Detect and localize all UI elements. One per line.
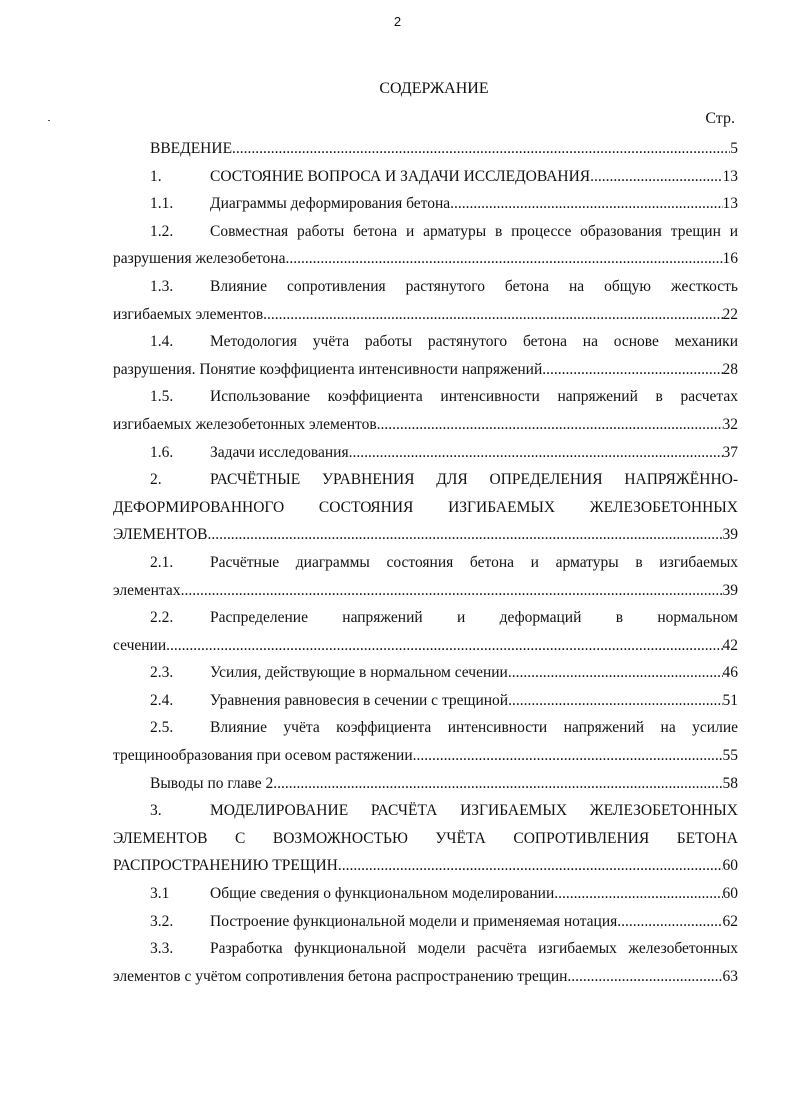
entry-title: разрушения железобетона: [113, 250, 286, 268]
toc-line: [113, 935, 738, 963]
entry-title: ДЕФОРМИРОВАННОГО СОСТОЯНИЯ ИЗГИБАЕМЫХ ЖЕЛЕЗОБЕТОННЫХ: [113, 498, 738, 516]
toc-line: [113, 604, 738, 632]
toc-line: [113, 852, 738, 880]
dot-leader: [554, 880, 722, 908]
toc-line: [113, 521, 738, 549]
entry-page: 13: [722, 167, 738, 185]
toc-line: [113, 577, 738, 605]
dot-leader: [542, 356, 722, 384]
entry-page: 5: [730, 140, 738, 157]
dot-leader: [166, 632, 722, 660]
entry-title: Построение функциональной модели и применяемая нотация: [210, 912, 618, 930]
dot-leader: [338, 852, 723, 880]
entry-title: ЭЛЕМЕНТОВ С ВОЗМОЖНОСТЬЮ УЧЁТА СОПРОТИВЛЕНИЯ БЕТОНА: [113, 829, 738, 847]
toc-line: [113, 439, 738, 467]
entry-number: 1.3.: [150, 277, 174, 295]
entry-page: 39: [722, 581, 738, 599]
entry-page: 42: [722, 636, 738, 654]
toc-line: [113, 963, 738, 991]
entry-title: Влияние сопротивления растянутого бетона на общую жесткость: [210, 277, 738, 295]
entry-title: Методология учёта работы растянутого бетона на основе механики: [210, 333, 738, 351]
entry-title: Использование коэффициента интенсивности напряжений в расчетах: [210, 388, 738, 406]
entry-title: Распределение напряжений и деформаций в нормальном: [210, 609, 738, 627]
dot-leader: [617, 908, 722, 936]
toc-entry: [113, 797, 738, 880]
dot-leader: [232, 135, 730, 163]
toc-line: [113, 383, 738, 411]
toc-line: [113, 770, 738, 798]
entry-title: элементов с учётом сопротивления бетона распространению трещин: [113, 967, 568, 985]
entry-title: Уравнения равновесия в сечении с трещиной: [210, 691, 509, 709]
toc-entry: [113, 190, 738, 218]
entry-title: Общие сведения о функциональном моделировании: [210, 885, 555, 903]
entry-page: 51: [722, 691, 738, 709]
toc-line: [113, 825, 738, 853]
page-column-label: Стр.: [705, 110, 735, 127]
toc-entry: [113, 218, 738, 273]
entry-number: 1.5.: [150, 388, 174, 406]
entry-title: ВВЕДЕНИЕ: [150, 140, 233, 157]
toc-line: [113, 135, 738, 163]
toc-line: [113, 411, 738, 439]
entry-number: 2.5.: [150, 719, 174, 737]
toc-entry: [113, 659, 738, 687]
toc-entry: [113, 880, 738, 908]
entry-page: 13: [722, 195, 738, 213]
table-of-contents: [113, 135, 738, 990]
entry-number: 3.2.: [150, 912, 174, 930]
entry-number: 3.3.: [150, 940, 174, 958]
entry-title: изгибаемых железобетонных элементов: [113, 415, 377, 433]
dot-leader: [508, 659, 723, 687]
toc-line: [113, 714, 738, 742]
entry-title: Расчётные диаграммы состояния бетона и арматуры в изгибаемых: [210, 553, 738, 571]
toc-entry: [113, 714, 738, 769]
scan-mark: [48, 120, 50, 121]
toc-entry: [113, 466, 738, 549]
entry-page: 60: [722, 885, 738, 903]
entry-number: 2.2.: [150, 609, 174, 627]
toc-entry: [113, 163, 738, 191]
entry-title: Диаграммы деформирования бетона: [210, 195, 451, 213]
toc-line: [113, 356, 738, 384]
entry-title: РАСЧЁТНЫЕ УРАВНЕНИЯ ДЛЯ ОПРЕДЕЛЕНИЯ НАПРЯЖЁННО-: [210, 471, 738, 489]
toc-line: [113, 632, 738, 660]
entry-number: 1.1.: [150, 195, 174, 213]
toc-entry: [113, 770, 738, 798]
entry-page: 62: [722, 912, 738, 930]
entry-title: Разработка функциональной модели расчёта изгибаемых железобетонных: [210, 940, 738, 958]
toc-entry: [113, 604, 738, 659]
toc-line: [113, 908, 738, 936]
toc-entry: [113, 135, 738, 163]
entry-title: элементах: [113, 581, 181, 599]
entry-title: СОСТОЯНИЕ ВОПРОСА И ЗАДАЧИ ИССЛЕДОВАНИЯ: [210, 167, 591, 185]
entry-page: 39: [722, 526, 738, 544]
entry-title: Задачи исследования: [210, 443, 349, 461]
entry-page: 60: [722, 857, 738, 875]
entry-number: 2.4.: [150, 691, 174, 709]
dot-leader: [349, 439, 723, 467]
dot-leader: [413, 742, 723, 770]
entry-number: 3.: [150, 802, 162, 820]
toc-line: [113, 742, 738, 770]
dot-leader: [273, 770, 722, 798]
toc-line: [113, 880, 738, 908]
dot-leader: [450, 190, 722, 218]
entry-page: 22: [722, 305, 738, 323]
toc-line: [113, 549, 738, 577]
entry-title: Совместная работы бетона и арматуры в процессе образования трещин и: [210, 222, 738, 240]
dot-leader: [181, 577, 723, 605]
entry-title: ЭЛЕМЕНТОВ: [113, 526, 208, 544]
toc-line: [113, 245, 738, 273]
toc-entry: [113, 383, 738, 438]
toc-line: [113, 163, 738, 191]
entry-title: РАСПРОСТРАНЕНИЮ ТРЕЩИН: [113, 857, 338, 875]
toc-line: [113, 301, 738, 329]
toc-entry: [113, 328, 738, 383]
dot-leader: [590, 163, 722, 191]
toc-entry: [113, 687, 738, 715]
entry-page: 37: [722, 443, 738, 461]
entry-number: 2.3.: [150, 664, 174, 682]
entry-number: 1.6.: [150, 443, 174, 461]
entry-title: трещинообразования при осевом растяжении: [113, 747, 413, 765]
toc-line: [113, 328, 738, 356]
toc-entry: [113, 273, 738, 328]
toc-line: [113, 218, 738, 246]
dot-leader: [508, 687, 722, 715]
toc-line: [113, 797, 738, 825]
entry-title: Выводы по главе 2: [150, 774, 274, 792]
toc-entry: [113, 908, 738, 936]
entry-page: 16: [722, 250, 738, 268]
entry-page: 28: [722, 360, 738, 378]
toc-entry: [113, 439, 738, 467]
toc-line: [113, 273, 738, 301]
page-number: 2: [393, 14, 402, 29]
toc-entry: [113, 549, 738, 604]
toc-line: [113, 190, 738, 218]
toc-line: [113, 466, 738, 494]
entry-number: 3.1: [150, 885, 170, 903]
toc-line: [113, 687, 738, 715]
entry-number: 1.2.: [150, 222, 174, 240]
entry-page: 46: [722, 664, 738, 682]
entry-title: изгибаемых элементов: [113, 305, 264, 323]
entry-number: 1.4.: [150, 333, 174, 351]
entry-number: 1.: [150, 167, 162, 185]
dot-leader: [377, 411, 723, 439]
entry-page: 63: [722, 967, 738, 985]
dot-leader: [263, 301, 722, 329]
entry-title: Влияние учёта коэффициента интенсивности напряжений на усилие: [210, 719, 738, 737]
toc-line: [113, 494, 738, 522]
dot-leader: [567, 963, 722, 991]
entry-title: МОДЕЛИРОВАНИЕ РАСЧЁТА ИЗГИБАЕМЫХ ЖЕЛЕЗОБЕТОННЫХ: [210, 802, 738, 820]
entry-page: 55: [722, 747, 738, 765]
dot-leader: [207, 521, 722, 549]
entry-title: сечении: [113, 636, 167, 654]
page-title: СОДЕРЖАНИЕ: [379, 80, 489, 97]
entry-number: 2.1.: [150, 553, 174, 571]
entry-title: разрушения. Понятие коэффициента интенсивности напряжений: [113, 360, 543, 378]
entry-page: 32: [722, 415, 738, 433]
toc-line: [113, 659, 738, 687]
entry-number: 2.: [150, 471, 162, 489]
dot-leader: [285, 245, 722, 273]
toc-entry: [113, 935, 738, 990]
entry-page: 58: [722, 774, 738, 792]
entry-title: Усилия, действующие в нормальном сечении: [210, 664, 508, 682]
